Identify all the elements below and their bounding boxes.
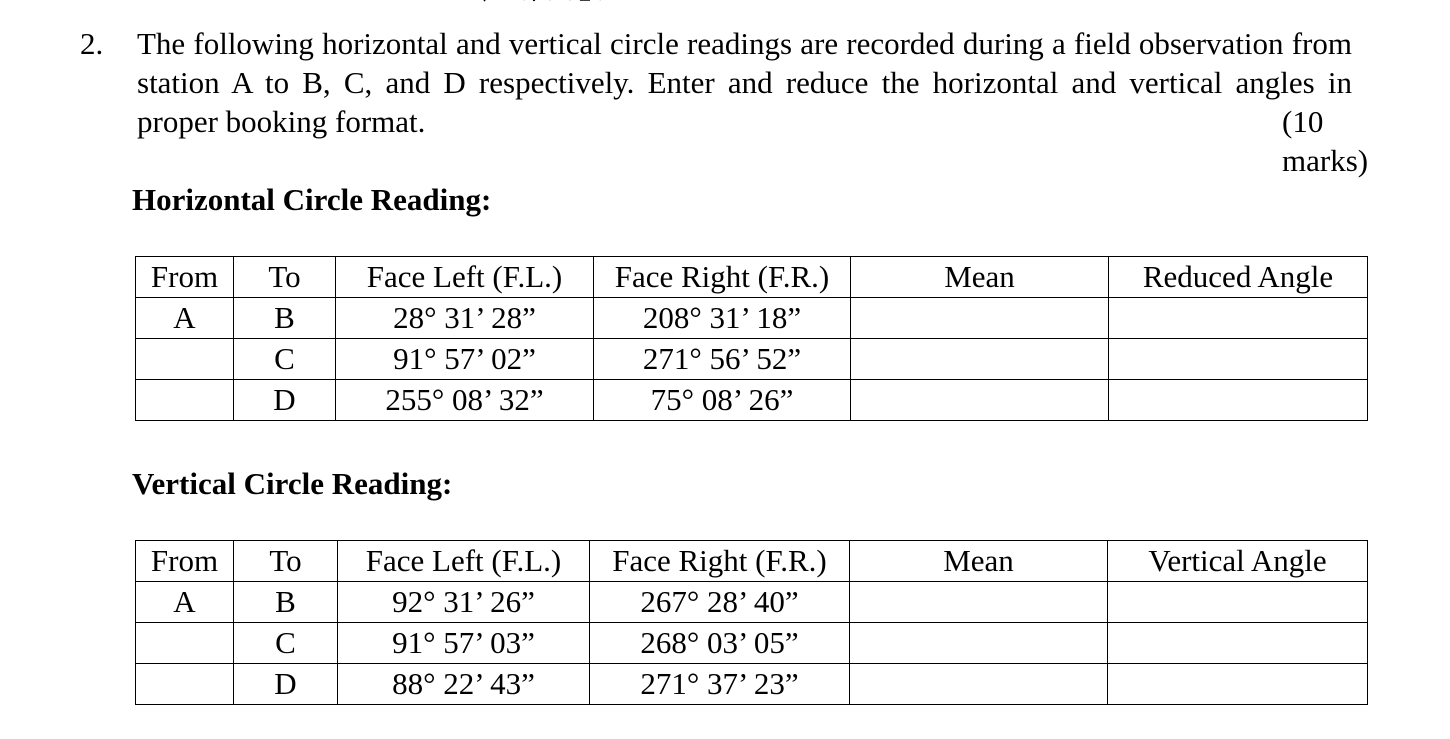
col-face-right: Face Right (F.R.): [594, 257, 851, 298]
cell-face-left: 88° 22’ 43”: [338, 664, 590, 705]
cell-vertical-angle[interactable]: [1108, 664, 1368, 705]
cell-from: A: [136, 298, 234, 339]
cell-from: [136, 664, 234, 705]
table-header-row: [136, 257, 1368, 298]
table-header-row: [136, 541, 1368, 582]
col-to: To: [234, 541, 338, 582]
cell-face-right: 271° 37’ 23”: [590, 664, 850, 705]
cell-to: B: [234, 298, 336, 339]
cell-to: D: [234, 380, 336, 421]
table-row: [136, 339, 1368, 380]
handwritten-scrawl: [476, 0, 616, 9]
cell-face-left: 92° 31’ 26”: [338, 582, 590, 623]
question-text: The following horizontal and vertical circle readings are recorded during a field observation from station A to B, C, and D respectively. Enter and reduce the horizontal and vertical angles in proper booking format.: [137, 26, 1352, 139]
cell-reduced-angle[interactable]: [1109, 339, 1368, 380]
cell-face-left: 91° 57’ 02”: [336, 339, 594, 380]
cell-mean[interactable]: [850, 623, 1108, 664]
col-mean: Mean: [850, 541, 1108, 582]
horizontal-heading: Horizontal Circle Reading:: [132, 182, 492, 217]
cell-to: D: [234, 664, 338, 705]
cell-mean[interactable]: [850, 582, 1108, 623]
table-row: [136, 582, 1368, 623]
cell-vertical-angle[interactable]: [1108, 623, 1368, 664]
cell-vertical-angle[interactable]: [1108, 582, 1368, 623]
cell-from: A: [136, 582, 234, 623]
cell-from: [136, 623, 234, 664]
col-to: To: [234, 257, 336, 298]
cell-face-right: 271° 56’ 52”: [594, 339, 851, 380]
cell-reduced-angle[interactable]: [1109, 298, 1368, 339]
cell-to: C: [234, 339, 336, 380]
cell-mean[interactable]: [851, 298, 1109, 339]
col-from: From: [136, 541, 234, 582]
cell-to: B: [234, 582, 338, 623]
cell-from: [136, 339, 234, 380]
cell-from: [136, 380, 234, 421]
question-number: 2.: [80, 26, 104, 61]
col-vertical-angle: Vertical Angle: [1108, 541, 1368, 582]
cell-to: C: [234, 623, 338, 664]
vertical-readings-table: [135, 540, 1368, 705]
cell-face-right: 75° 08’ 26”: [594, 380, 851, 421]
cell-mean[interactable]: [850, 664, 1108, 705]
cell-face-left: 91° 57’ 03”: [338, 623, 590, 664]
col-face-right: Face Right (F.R.): [590, 541, 850, 582]
table-row: [136, 298, 1368, 339]
cell-reduced-angle[interactable]: [1109, 380, 1368, 421]
horizontal-readings-table: [135, 256, 1368, 421]
cell-face-left: 255° 08’ 32”: [336, 380, 594, 421]
col-reduced-angle: Reduced Angle: [1109, 257, 1368, 298]
table-row: [136, 380, 1368, 421]
col-face-left: Face Left (F.L.): [336, 257, 594, 298]
vertical-heading: Vertical Circle Reading:: [132, 466, 453, 501]
cell-face-right: 267° 28’ 40”: [590, 582, 850, 623]
cell-face-right: 208° 31’ 18”: [594, 298, 851, 339]
col-mean: Mean: [851, 257, 1109, 298]
col-face-left: Face Left (F.L.): [338, 541, 590, 582]
cell-face-left: 28° 31’ 28”: [336, 298, 594, 339]
marks-label: (10 marks): [1282, 104, 1369, 178]
table-row: [136, 664, 1368, 705]
cell-mean[interactable]: [851, 380, 1109, 421]
cell-mean[interactable]: [851, 339, 1109, 380]
col-from: From: [136, 257, 234, 298]
cell-face-right: 268° 03’ 05”: [590, 623, 850, 664]
table-row: [136, 623, 1368, 664]
